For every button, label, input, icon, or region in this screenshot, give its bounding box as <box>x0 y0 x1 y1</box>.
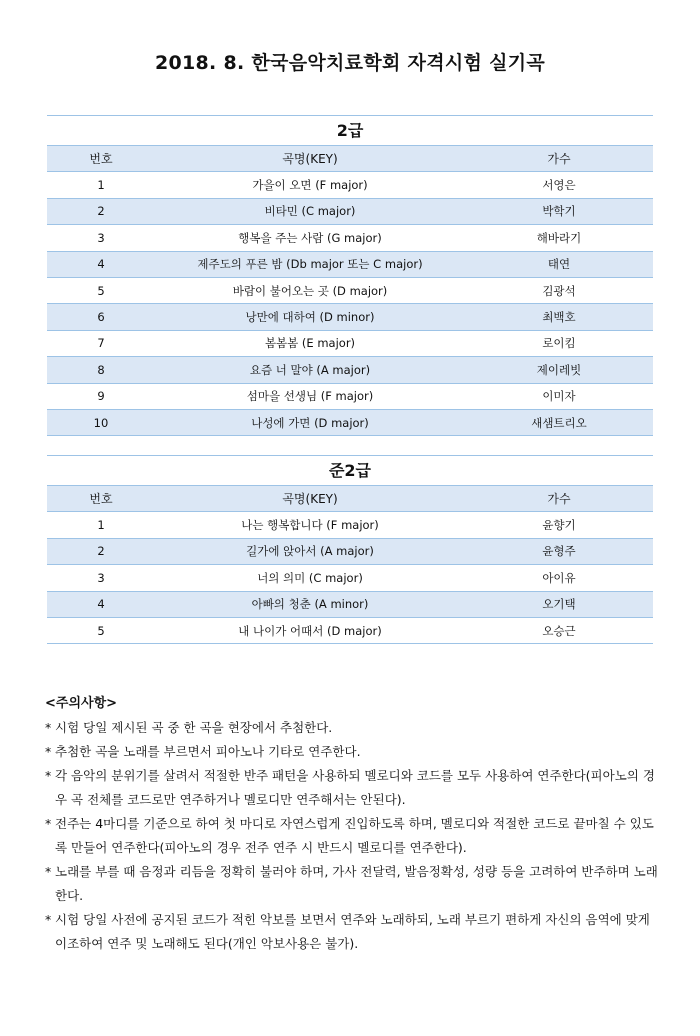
asterisk-bullet: * <box>45 720 52 735</box>
col-singer-header: 가수 <box>547 492 571 507</box>
caution-item <box>45 716 665 740</box>
song-singer: 제이레빗 <box>536 362 582 377</box>
col-title-header: 곡명(KEY) <box>282 152 338 167</box>
page-title: 2018. 8. 한국음악치료학회 자격시험 실기곡 <box>154 52 546 74</box>
table-row <box>47 511 653 537</box>
song-number: 9 <box>97 389 105 404</box>
col-number-header: 번호 <box>89 492 113 507</box>
song-title: 비타민 (C major) <box>264 204 356 219</box>
caution-item <box>45 764 665 812</box>
table-row <box>47 171 653 197</box>
song-title: 바람이 불어오는 곳 (D major) <box>232 283 388 298</box>
song-title: 나성에 가면 (D major) <box>251 415 369 430</box>
song-number: 4 <box>97 257 105 272</box>
table-row <box>47 251 653 277</box>
song-title: 제주도의 푸른 밤 (Db major 또는 C major) <box>197 257 423 272</box>
song-singer: 새샘트리오 <box>531 415 587 430</box>
song-singer: 오기택 <box>542 597 576 612</box>
song-singer: 오승근 <box>542 623 576 638</box>
song-number: 10 <box>93 415 109 430</box>
table-row <box>47 277 653 303</box>
song-title: 봄봄봄 (E major) <box>264 336 356 351</box>
asterisk-bullet: * <box>45 768 52 783</box>
song-singer: 해바라기 <box>536 230 582 245</box>
caution-text: 시험 당일 사전에 공지된 코드가 적힌 악보를 보면서 연주와 노래하되, 노래 부르기 편하게 자신의 음역에 맞게 이조하여 연주 및 노래해도 된다(개인 악보사용은 불가). <box>55 912 650 951</box>
song-title: 가을이 오면 (F major) <box>252 178 368 193</box>
song-number: 7 <box>97 336 105 351</box>
song-singer: 박학기 <box>542 204 576 219</box>
song-number: 1 <box>97 518 105 533</box>
song-singer: 김광석 <box>542 283 576 298</box>
caution-item <box>45 908 665 956</box>
song-title: 아빠의 청춘 (A minor) <box>251 597 369 612</box>
song-number: 8 <box>97 362 105 377</box>
table-header-row <box>47 485 653 511</box>
caution-text: 각 음악의 분위기를 살려서 적절한 반주 패턴을 사용하되 멜로디와 코드를 모두 사용하여 연주한다(피아노의 경우 곡 전체를 코드로만 연주하거나 멜로디만 연주해서는 안된다). <box>55 768 655 807</box>
col-number-header: 번호 <box>89 152 113 167</box>
table-header-row <box>47 145 653 171</box>
table-row <box>47 591 653 617</box>
asterisk-bullet: * <box>45 816 52 831</box>
table-row <box>47 409 653 436</box>
song-number: 3 <box>97 570 105 585</box>
song-number: 3 <box>97 230 105 245</box>
song-singer: 태연 <box>547 257 571 272</box>
song-title: 섬마을 선생님 (F major) <box>246 389 374 404</box>
song-singer: 서영은 <box>542 178 576 193</box>
grade2-table <box>47 115 653 436</box>
asterisk-bullet: * <box>45 744 52 759</box>
caution-text: 노래를 부를 때 음정과 리듬을 정확히 불러야 하며, 가사 전달력, 발음정확성, 성량 등을 고려하여 반주하며 노래한다. <box>55 864 658 903</box>
table-row <box>47 564 653 590</box>
table-row <box>47 538 653 564</box>
song-singer: 로이킴 <box>542 336 576 351</box>
table-row <box>47 330 653 356</box>
table-row <box>47 303 653 329</box>
col-title-header: 곡명(KEY) <box>282 492 338 507</box>
cautions-title: <주의사항> <box>45 696 118 711</box>
table-row <box>47 198 653 224</box>
asterisk-bullet: * <box>45 864 52 879</box>
song-number: 5 <box>97 623 105 638</box>
song-number: 6 <box>97 310 105 325</box>
asterisk-bullet: * <box>45 912 52 927</box>
song-number: 2 <box>97 544 105 559</box>
song-title: 내 나이가 어때서 (D major) <box>238 623 382 638</box>
song-title: 요즘 너 말야 (A major) <box>249 362 371 377</box>
song-number: 1 <box>97 178 105 193</box>
caution-item <box>45 740 665 764</box>
song-singer: 윤향기 <box>542 518 576 533</box>
song-title: 너의 의미 (C major) <box>257 570 363 585</box>
song-singer: 윤형주 <box>542 544 576 559</box>
song-title: 행복을 주는 사람 (G major) <box>238 230 382 245</box>
song-singer: 아이유 <box>542 570 576 585</box>
song-number: 2 <box>97 204 105 219</box>
song-title: 낭만에 대하여 (D minor) <box>245 310 375 325</box>
table-heading: 준2급 <box>328 461 372 480</box>
cautions-section <box>45 692 665 956</box>
caution-text: 시험 당일 제시된 곡 중 한 곡을 현장에서 추첨한다. <box>55 720 333 735</box>
caution-text: 추첨한 곡을 노래를 부르면서 피아노나 기타로 연주한다. <box>55 744 361 759</box>
table-row <box>47 224 653 250</box>
song-title: 길가에 앉아서 (A major) <box>246 544 374 559</box>
song-singer: 최백호 <box>542 310 576 325</box>
table-row <box>47 617 653 644</box>
caution-text: 전주는 4마디를 기준으로 하여 첫 마디로 자연스럽게 진입하도록 하며, 멜로디와 적절한 코드로 끝마칠 수 있도록 만들어 연주한다(피아노의 경우 전주 연주 시 반드시 멜로디를 연주한다). <box>55 816 654 855</box>
col-singer-header: 가수 <box>547 152 571 167</box>
song-number: 4 <box>97 597 105 612</box>
song-number: 5 <box>97 283 105 298</box>
table-heading: 2급 <box>336 121 364 140</box>
song-title: 나는 행복합니다 (F major) <box>241 518 379 533</box>
song-singer: 이미자 <box>542 389 576 404</box>
table-row <box>47 383 653 409</box>
caution-item <box>45 812 665 860</box>
caution-item <box>45 860 665 908</box>
grade-pre2-table <box>47 455 653 644</box>
table-row <box>47 356 653 382</box>
